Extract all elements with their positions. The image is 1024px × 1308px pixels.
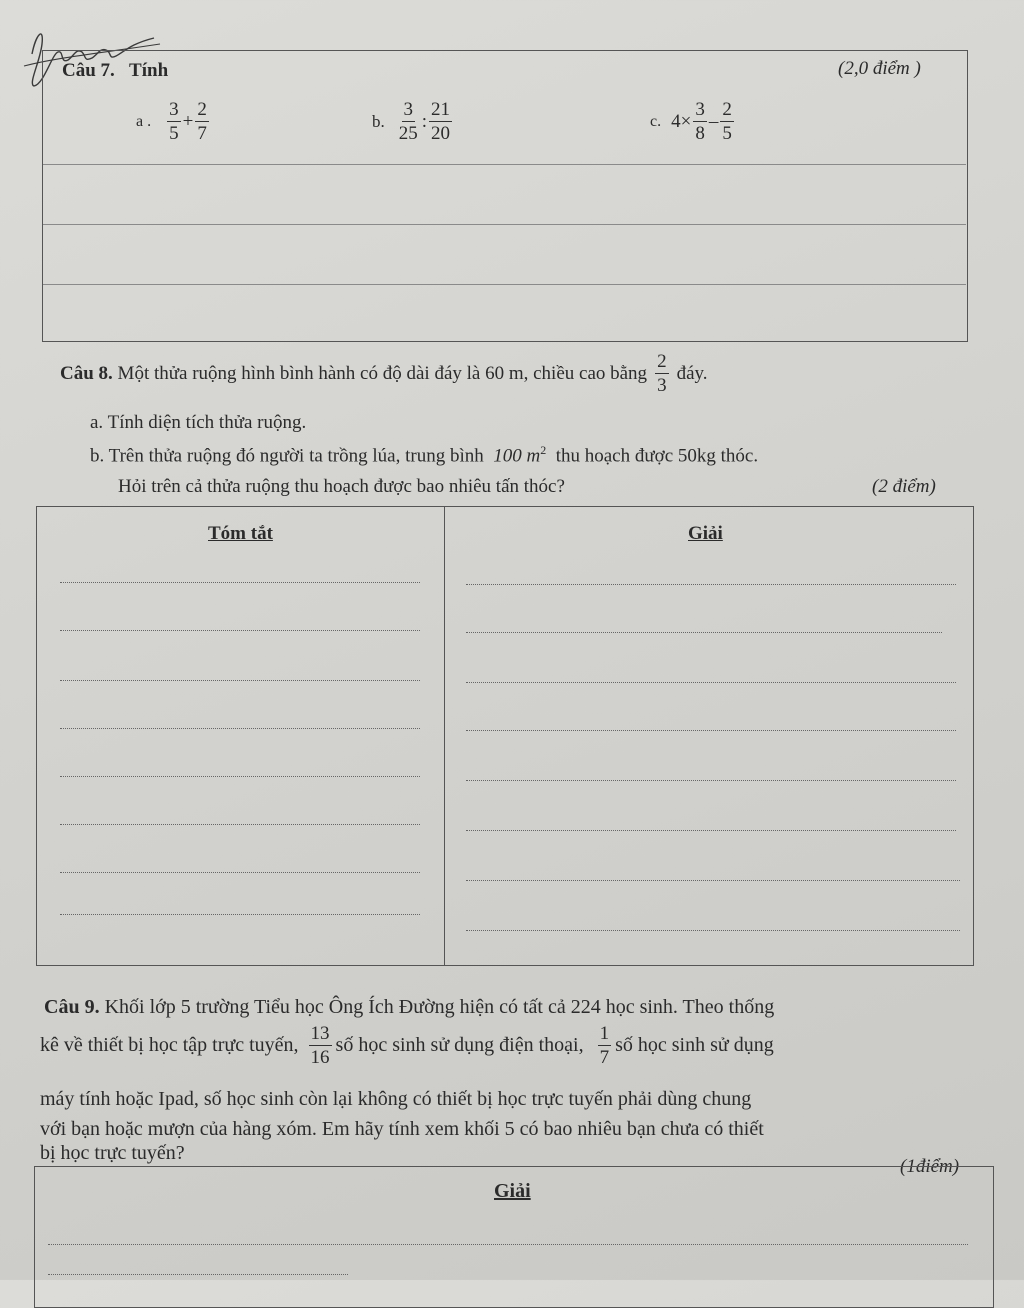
q8-solution-line [466, 730, 956, 731]
q7-title: Câu 7. Tính [62, 60, 169, 81]
q7-box [42, 50, 968, 342]
q8-solution-heading: Giải [688, 523, 723, 544]
q8-summary-line [60, 582, 420, 583]
q9-line-4: với bạn hoặc mượn của hàng xóm. Em hãy tính xem khối 5 có bao nhiêu bạn chưa có thiết [40, 1118, 764, 1140]
q8-summary-line [60, 630, 420, 631]
q9-line-3: máy tính hoặc Ipad, số học sinh còn lại không có thiết bị học trực tuyến phải dùng chung [40, 1088, 752, 1110]
q7-points: (2,0 điểm ) [838, 58, 921, 79]
q9-points: (1điểm) [900, 1156, 960, 1177]
q8-summary-line [60, 776, 420, 777]
q9-solution-line [48, 1244, 968, 1245]
q8-solution-line [466, 632, 942, 633]
q8-solution-line [466, 682, 956, 683]
q9-solution-line [48, 1274, 348, 1275]
q7-answer-line [43, 224, 966, 225]
q8-solution-line [466, 880, 960, 881]
q8-column-divider [444, 507, 445, 965]
q8-summary-line [60, 728, 420, 729]
q8-part-b: b. Trên thửa ruộng đó người ta trồng lúa, trung bình 100 $m^2$ thu hoạch được 50kg thóc. [90, 443, 759, 467]
q8-solution-line [466, 584, 956, 585]
q8-summary-heading: Tóm tắt [208, 523, 273, 544]
q8-answer-table [36, 506, 974, 966]
q8-summary-line [60, 872, 420, 873]
q7-expression-b: b. $\frac{3}{25}$ : $\frac{21}{20}$ [372, 99, 451, 144]
q9-line-2: kê về thiết bị học tập trực tuyến, $\frac{13}{16}$ số học sinh sử dụng điện thoại, $\frac{1}{7}$ số học sinh sử dụng [40, 1023, 774, 1068]
q8-part-b-line2: Hỏi trên cả thửa ruộng thu hoạch được bao nhiêu tấn thóc? [118, 476, 565, 497]
q7-expression-a: a . $\frac{3}{5}$ + $\frac{2}{7}$ [136, 99, 207, 144]
q8-points: (2 điểm) [872, 476, 936, 497]
q7-answer-line [43, 284, 966, 285]
q8-question: Câu 8. Một thửa ruộng hình bình hành có độ dài đáy là 60 m, chiều cao bằng $\frac{2}{3}$ đáy. [60, 351, 708, 396]
q9-line-1: Câu 9. Khối lớp 5 trường Tiểu học Ông Ích Đường hiện có tất cả 224 học sinh. Theo thống [44, 996, 775, 1018]
q9-solution-heading: Giải [494, 1180, 531, 1202]
q8-summary-line [60, 914, 420, 915]
q9-line-5: bị học trực tuyến? [40, 1142, 185, 1164]
q7-answer-line [43, 164, 966, 165]
q8-solution-line [466, 930, 960, 931]
q8-summary-line [60, 680, 420, 681]
q7-expression-c: c. 4× $\frac{3}{8}$ – $\frac{2}{5}$ [650, 99, 732, 144]
q8-part-a: a. Tính diện tích thửa ruộng. [90, 412, 307, 433]
q8-solution-line [466, 830, 956, 831]
q8-solution-line [466, 780, 956, 781]
q8-summary-line [60, 824, 420, 825]
